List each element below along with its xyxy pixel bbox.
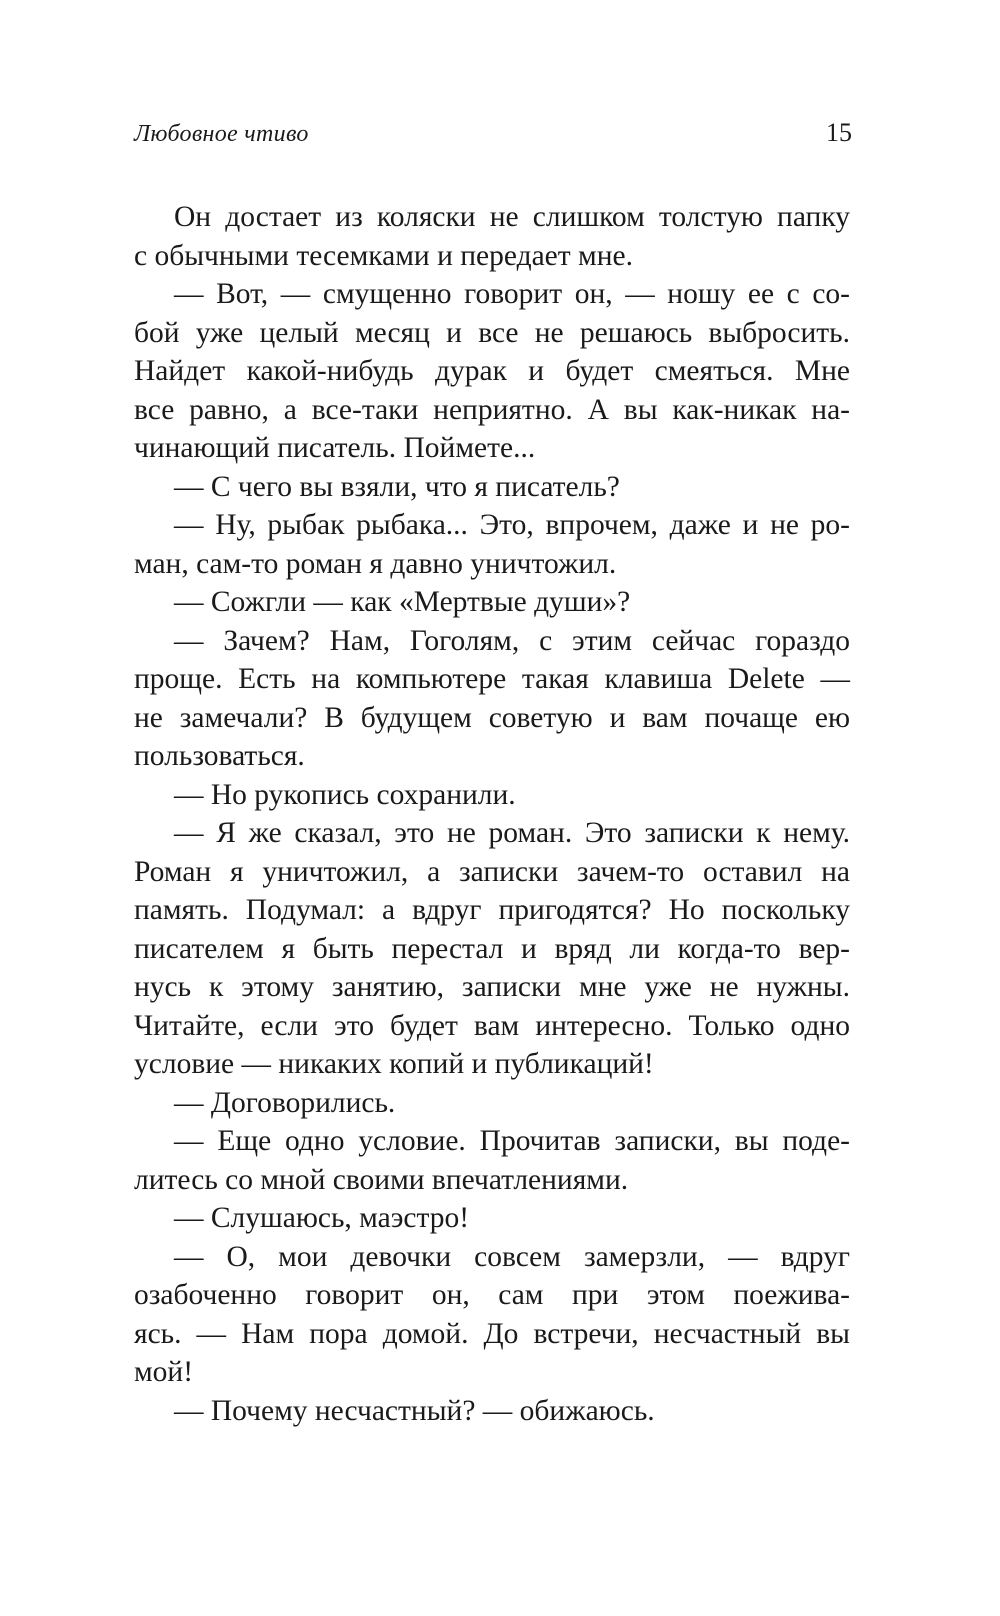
text-line: нусь к этому занятию, записки мне уже не нужны. <box>134 971 850 1003</box>
text-line: — Зачем? Нам, Гоголям, с этим сейчас гораздо <box>174 624 850 657</box>
body-text <box>134 198 850 1430</box>
text-line: — Почему несчастный? — обижаюсь. <box>174 1394 655 1427</box>
text-line: Читайте, если это будет вам интересно. Только одно <box>134 1009 850 1042</box>
text-line: условие — никаких копий и публикаций! <box>134 1048 654 1080</box>
text-line: Найдет какой-нибудь дурак и будет смеяться. Мне <box>134 355 850 387</box>
text-line: ман, сам-то роман я давно уничтожил. <box>134 547 617 580</box>
text-line: писателем я быть перестал и вряд ли когда-то вер- <box>134 932 850 965</box>
text-line: не замечали? В будущем советую и вам почаще ею <box>134 701 850 734</box>
text-line: — Но рукопись сохранили. <box>174 778 516 811</box>
text-line: — Ну, рыбак рыбака... Это, впрочем, даже и не ро- <box>174 509 850 541</box>
text-line: проще. Есть на компьютере такая клавиша Delete — <box>134 663 850 695</box>
text-line: пользоваться. <box>134 740 305 772</box>
text-line: — Сожгли — как «Мертвые души»? <box>174 586 631 618</box>
text-line: — Вот, — смущенно говорит он, — ношу ее с со- <box>174 278 850 310</box>
text-line: с обычными тесемками и передает мне. <box>134 239 633 272</box>
text-line: Он достает из коляски не слишком толстую папку <box>174 201 850 233</box>
text-line: память. Подумал: а вдруг пригодятся? Но поскольку <box>134 894 850 926</box>
text-line: озабоченно говорит он, сам при этом поежива- <box>134 1279 850 1311</box>
book-title: Любовное чтиво <box>134 121 309 147</box>
text-line: мой! <box>134 1356 194 1388</box>
text-line: — Я же сказал, это не роман. Это записки к нему. <box>174 817 850 849</box>
text-line: — С чего вы взяли, что я писатель? <box>174 470 620 503</box>
text-line: все равно, а все-таки неприятно. А вы как-никак на- <box>134 393 850 426</box>
text-line: ясь. — Нам пора домой. До встречи, несчастный вы <box>134 1317 850 1350</box>
text-line: чинающий писатель. Поймете... <box>134 432 536 464</box>
text-line: — Слушаюсь, маэстро! <box>174 1202 470 1234</box>
text-line: литесь со мной своими впечатлениями. <box>134 1163 629 1196</box>
text-line: — Договорились. <box>174 1086 396 1119</box>
text-line: Роман я уничтожил, а записки зачем-то оставил на <box>134 855 850 888</box>
text-line: бой уже целый месяц и все не решаюсь выбросить. <box>134 316 850 349</box>
text-line: — О, мои девочки совсем замерзли, — вдруг <box>174 1240 850 1273</box>
text-line: — Еще одно условие. Прочитав записки, вы поде- <box>174 1125 850 1157</box>
running-head <box>134 118 852 158</box>
page-number: 15 <box>826 118 852 147</box>
